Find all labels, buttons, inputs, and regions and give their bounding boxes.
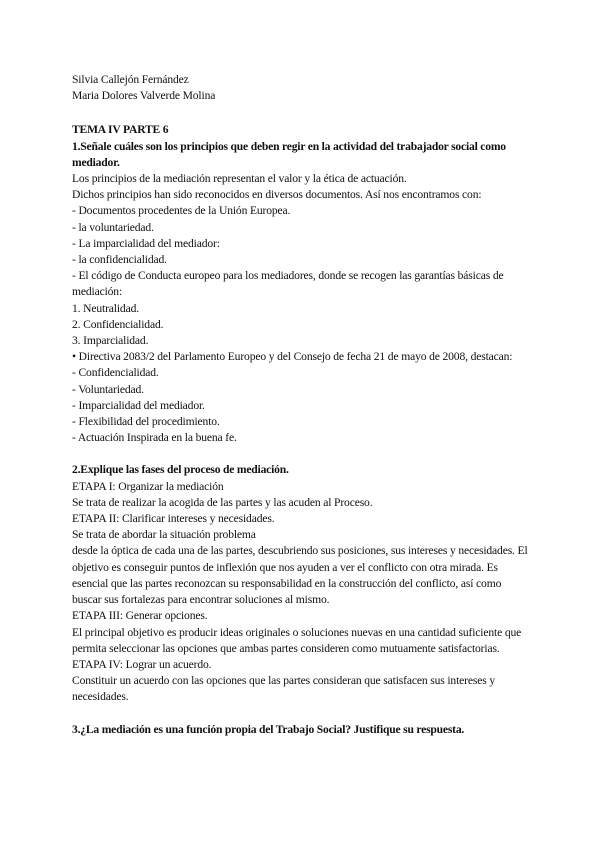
author-name: Maria Dolores Valverde Molina <box>72 89 216 103</box>
stage-title: ETAPA I: Organizar la mediación <box>72 479 224 493</box>
numbered-item: 2. Confidencialidad. <box>72 317 164 331</box>
question-1: 1.Señale cuáles son los principios que deben regir en la actividad del trabajador social como mediador. <box>72 139 506 169</box>
stage-title: ETAPA II: Clarificar intereses y necesidades. <box>72 512 275 526</box>
stage-title: ETAPA III: Generar opciones. <box>72 609 208 623</box>
list-item: - Flexibilidad del procedimiento. <box>72 415 220 429</box>
document-heading: TEMA IV PARTE 6 <box>72 123 169 137</box>
stage-title: ETAPA IV: Lograr un acuerdo. <box>72 657 212 671</box>
stage-text: Constituir un acuerdo con las opciones que las partes consideran que satisfacen sus intereses y necesidades. <box>72 674 495 704</box>
list-item: - Documentos procedentes de la Unión Europea. <box>72 204 291 218</box>
document-content <box>72 72 528 738</box>
list-item: - la voluntariedad. <box>72 220 154 234</box>
list-item: - Actuación Inspirada en la buena fe. <box>72 431 237 445</box>
stage-text: Se trata de abordar la situación problema <box>72 528 256 542</box>
paragraph-line: Los principios de la mediación representan el valor y la ética de actuación. <box>72 172 407 186</box>
stage-text: Se trata de realizar la acogida de las partes y las acuden al Proceso. <box>72 495 373 509</box>
numbered-item: 3. Imparcialidad. <box>72 334 149 348</box>
list-item: - Confidencialidad. <box>72 366 159 380</box>
question-3: 3.¿La mediación es una función propia del Trabajo Social? Justifique su respuesta. <box>72 722 465 736</box>
stage-text: El principal objetivo es producir ideas originales o soluciones nuevas en una cantidad suficiente que permita seleccionar las opciones que ambas partes consideren como mutuamente satisfactorias. <box>72 625 522 655</box>
list-item: - El código de Conducta europeo para los mediadores, donde se recogen las garantías básicas de mediación: <box>72 269 504 299</box>
bullet-item: • Directiva 2083/2 del Parlamento Europeo y del Consejo de fecha 21 de mayo de 2008, destacan: <box>72 350 513 364</box>
paragraph-line: Dichos principios han sido reconocidos en diversos documentos. Así nos encontramos con: <box>72 188 482 202</box>
author-name: Silvia Callejón Fernández <box>72 73 189 86</box>
list-item: - Imparcialidad del mediador. <box>72 398 205 412</box>
stage-text: desde la óptica de cada una de las partes, descubriendo sus posiciones, sus intereses y necesidades. El objetivo es conseguir puntos de inflexión que nos ayuden a ver el conflicto con otra mirada. Es esencial que las partes reconozcan su responsabilidad en la construcción del conflicto, así como buscar sus fortalezas para encontrar soluciones al mismo. <box>72 544 528 607</box>
list-item: - La imparcialidad del mediador: <box>72 236 220 250</box>
list-item: - Voluntariedad. <box>72 382 144 396</box>
list-item: - la confidencialidad. <box>72 253 167 267</box>
numbered-item: 1. Neutralidad. <box>72 301 139 315</box>
question-2: 2.Explique las fases del proceso de mediación. <box>72 463 289 477</box>
